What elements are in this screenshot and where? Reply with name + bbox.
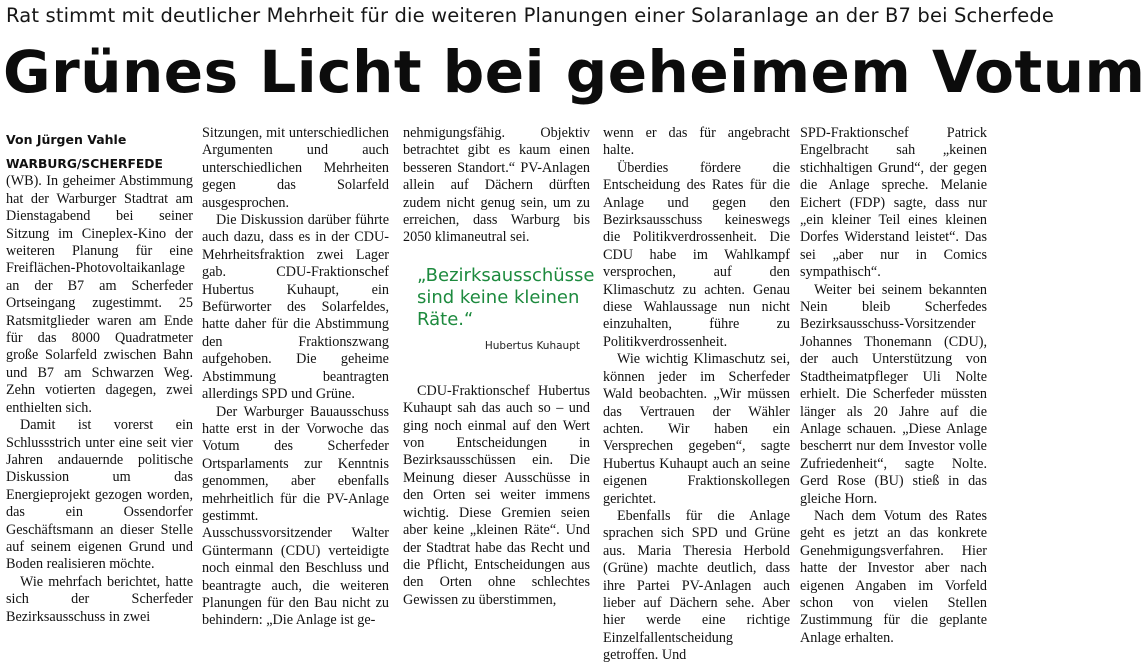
article-kicker: Rat stimmt mit deutlicher Mehrheit für die weiteren Planungen einer Solaranlage an der B7 bei Scherfede	[6, 4, 1055, 27]
pull-quote-author: Hubertus Kuhaupt	[484, 339, 580, 352]
agency-tag: (WB).	[6, 173, 47, 190]
paragraph: nehmigungsfähig. Objektiv betrachtet gibt es kaum einen besseren Standort.“ PV-Anlagen allein auf Dächern dürften zudem nicht genug sein, um zu erreichen, dass Warburg bis 2050 klimaneutral sei.	[403, 125, 590, 246]
paragraph: Wie mehrfach berichtet, hatte sich der Scherfeder Bezirksausschuss in zwei	[6, 573, 193, 625]
article-headline: Grünes Licht bei geheimem Votum	[3, 38, 1145, 106]
paragraph: Nach dem Votum des Rates geht es jetzt an das konkrete Genehmigungsverfahren. Hier hatte der Investor aber nach eigenen Angaben im Vorfeld schon von vielen Stellen Zustimmung für die geplante Anlage erhalten.	[800, 507, 987, 646]
pull-quote: „Bezirksausschüsse sind keine kleinen Räte.“	[417, 264, 595, 330]
column-5	[800, 125, 987, 646]
paragraph: SPD-Fraktionschef Patrick Engelbracht sah „keinen stichhaltigen Grund“, der gegen die Anlage spreche. Melanie Eichert (FDP) sagte, dass nur „ein kleiner Teil eines kleinen Dorfes Widerstand leistet“. Das sei „aber nur in Comics sympathisch“.	[800, 125, 987, 281]
column-3	[403, 125, 595, 637]
paragraph: Die Diskussion darüber führte auch dazu, dass es in der CDU-Mehrheitsfraktion zwei Lager gab. CDU-Fraktionschef Hubertus Kuhaupt, ein Befürworter des Solarfeldes, hatte daher für die Abstimmung den Fraktionszwang aufgehoben. Die geheime Abstimmung beantragten allerdings SPD und Grüne.	[202, 212, 389, 403]
paragraph: wenn er das für angebracht halte.	[603, 125, 790, 159]
paragraph: CDU-Fraktionschef Hubertus Kuhaupt sah das auch so – und ging noch einmal auf den Wert von Entscheidungen in Bezirksausschüssen ein. Die Meinung dieser Ausschüsse in den Orten sei weiter immens wichtig. Diese Gremien seien aber keine „kleinen Räte“. Und der Stadtrat habe das Recht und die Pflicht, Entscheidungen aus den Orten ohne schlechtes Gewissen zu überstimmen,	[403, 382, 590, 608]
byline: Von Jürgen Vahle	[6, 132, 127, 147]
lead-text: In geheimer Abstimmung hat der Warburger Stadtrat am Dienstagabend bei seiner Sitzung im Cineplex-Kino der weiteren Planung für eine Freiflächen-Photovoltaikanlage an der B7 am Scherfeder Ortseingang zugestimmt. 25 Ratsmitglieder waren am Ende für das 8000 Quadratmeter große Solarfeld zwischen Bahn und B7 am Schwarzen Weg. Zehn votierten dagegen, zwei enthielten sich.	[6, 173, 193, 416]
paragraph: Damit ist vorerst ein Schlussstrich unter eine seit vier Jahren andauernde politische Diskussion um das Energieprojekt gezogen worden, das ein Ossendorfer Geschäftsmann an dieser Stelle auf seinem eigenen Grund und Boden realisieren möchte.	[6, 417, 193, 573]
column-2	[202, 125, 389, 637]
paragraph: Sitzungen, mit unterschiedlichen Argumenten und auch unterschiedlichen Mehrheiten gegen das Solarfeld ausgesprochen.	[202, 125, 389, 211]
column-1	[6, 131, 193, 637]
dateline: WARBURG/SCHERFEDE	[6, 157, 163, 171]
lead-paragraph	[6, 156, 193, 417]
column-4	[603, 125, 790, 664]
paragraph: Überdies fördere die Entscheidung des Rates für die Anlage und gegen den Bezirksausschuss keineswegs die Politikverdrossenheit. Die CDU habe im Wahlkampf versprochen, auf den Klimaschutz zu achten. Genau diese Wahlaussage nun nicht einzuhalten, führe zu Politikverdrossenheit.	[603, 159, 790, 350]
paragraph: Wie wichtig Klimaschutz sei, können jeder im Scherfeder Wald beobachten. „Wir müssen das Vertrauen der Wähler achten. Wir haben ein Versprechen gegeben“, sagte Hubertus Kuhaupt auch an seine eigenen Fraktionskollegen gerichtet.	[603, 351, 790, 507]
paragraph: Ebenfalls für die Anlage sprachen sich SPD und Grüne aus. Maria Theresia Herbold (Grüne) machte deutlich, dass ihre Partei PV-Anlagen auch lieber auf Dächern sehe. Aber hier werde eine richtige Einzelfallentscheidung getroffen. Und	[603, 507, 790, 664]
paragraph: Der Warburger Bauausschuss hatte erst in der Vorwoche das Votum des Scherfeder Ortsparlaments zur Kenntnis genommen, aber ebenfalls mehrheitlich für die PV-Anlage gestimmt. Ausschussvorsitzender Walter Güntermann (CDU) verteidigte noch einmal den Beschluss und beantragte auch, die weiteren Planungen für den Bau nicht zu behindern: „Die Anlage ist ge-	[202, 403, 389, 629]
paragraph: Weiter bei seinem bekannten Nein bleib Scherfedes Bezirksausschuss-Vorsitzender Johannes Thonemann (CDU), der auch Unterstützung von Stadtheimatpfleger Uli Nolte erhielt. Die Scherfeder müssten länger als 20 Jahre auf die Anlage schauen. „Diese Anlage bescherrt nur dem Investor volle Zufriedenheit“, sagte Nolte. Gerd Rose (BU) stieß in das gleiche Horn.	[800, 281, 987, 507]
